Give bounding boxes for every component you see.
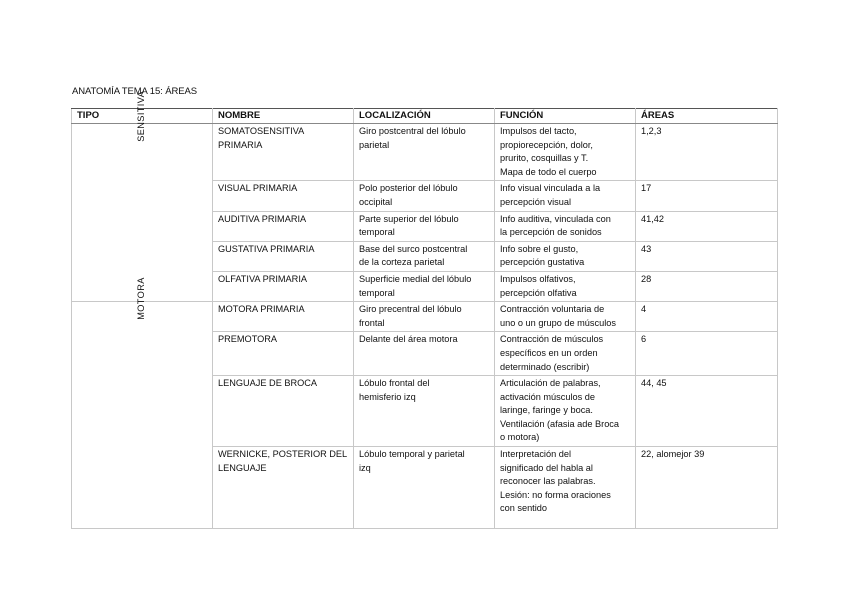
cell-localizacion: Giro precentral del lóbulo frontal — [354, 302, 495, 332]
cell-areas: 41,42 — [636, 211, 778, 241]
cell-nombre: AUDITIVA PRIMARIA — [213, 211, 354, 241]
group-motora — [72, 277, 213, 529]
cell-localizacion: Giro postcentral del lóbulo parietal — [354, 124, 495, 181]
group-label-motora: MOTORA — [136, 277, 147, 320]
table-row — [72, 302, 778, 332]
document-title: ANATOMÍA TEMA 15: ÁREAS — [72, 86, 197, 97]
header-tipo: TIPO — [72, 109, 213, 124]
cell-areas: 4 — [636, 302, 778, 332]
cell-localizacion: Delante del área motora — [354, 332, 495, 376]
cell-funcion: Info auditiva, vinculada con la percepción de sonidos — [495, 211, 636, 241]
cell-funcion: Impulsos olfativos, percepción olfativa — [495, 271, 636, 301]
cell-areas: 6 — [636, 332, 778, 376]
cell-localizacion: Superficie medial del lóbulo temporal — [354, 271, 495, 301]
cell-nombre: LENGUAJE DE BROCA — [213, 376, 354, 447]
cell-nombre: GUSTATIVA PRIMARIA — [213, 241, 354, 271]
cell-funcion: Articulación de palabras, activación músculos de laringe, faringe y boca. Ventilación (afasia ade Broca o motora) — [495, 376, 636, 447]
header-areas: ÁREAS — [636, 109, 778, 124]
cell-nombre: OLFATIVA PRIMARIA — [213, 271, 354, 301]
cell-nombre: VISUAL PRIMARIA — [213, 181, 354, 211]
cell-funcion: Contracción voluntaria de uno o un grupo de músculos — [495, 302, 636, 332]
cell-nombre: PREMOTORA — [213, 332, 354, 376]
cell-areas: 28 — [636, 271, 778, 301]
header-localizacion: LOCALIZACIÓN — [354, 109, 495, 124]
table-header-row — [72, 109, 778, 124]
table-row — [72, 124, 778, 181]
group-label-sensitiva: SENSITIVA — [136, 90, 147, 142]
cell-localizacion: Lóbulo frontal del hemisferio izq — [354, 376, 495, 447]
header-nombre: NOMBRE — [213, 109, 354, 124]
cell-funcion: Info visual vinculada a la percepción visual — [495, 181, 636, 211]
cell-localizacion: Parte superior del lóbulo temporal — [354, 211, 495, 241]
cell-funcion: Contracción de músculos específicos en un orden determinado (escribir) — [495, 332, 636, 376]
cell-areas: 17 — [636, 181, 778, 211]
cell-areas: 1,2,3 — [636, 124, 778, 181]
cell-localizacion: Base del surco postcentral de la corteza parietal — [354, 241, 495, 271]
cell-areas: 44, 45 — [636, 376, 778, 447]
header-funcion: FUNCIÓN — [495, 109, 636, 124]
cell-areas: 22, alomejor 39 — [636, 447, 778, 529]
cell-nombre: WERNICKE, POSTERIOR DEL LENGUAJE — [213, 447, 354, 529]
cell-areas: 43 — [636, 241, 778, 271]
cell-localizacion: Lóbulo temporal y parietal izq — [354, 447, 495, 529]
cell-funcion: Impulsos del tacto, propiorecepción, dolor, prurito, cosquillas y T. Mapa de todo el cuerpo — [495, 124, 636, 181]
cell-localizacion: Polo posterior del lóbulo occipital — [354, 181, 495, 211]
cell-nombre: MOTORA PRIMARIA — [213, 302, 354, 332]
cell-nombre: SOMATOSENSITIVA PRIMARIA — [213, 124, 354, 181]
cell-funcion: Info sobre el gusto, percepción gustativa — [495, 241, 636, 271]
cell-funcion: Interpretación del significado del habla al reconocer las palabras. Lesión: no forma oraciones con sentido — [495, 447, 636, 529]
